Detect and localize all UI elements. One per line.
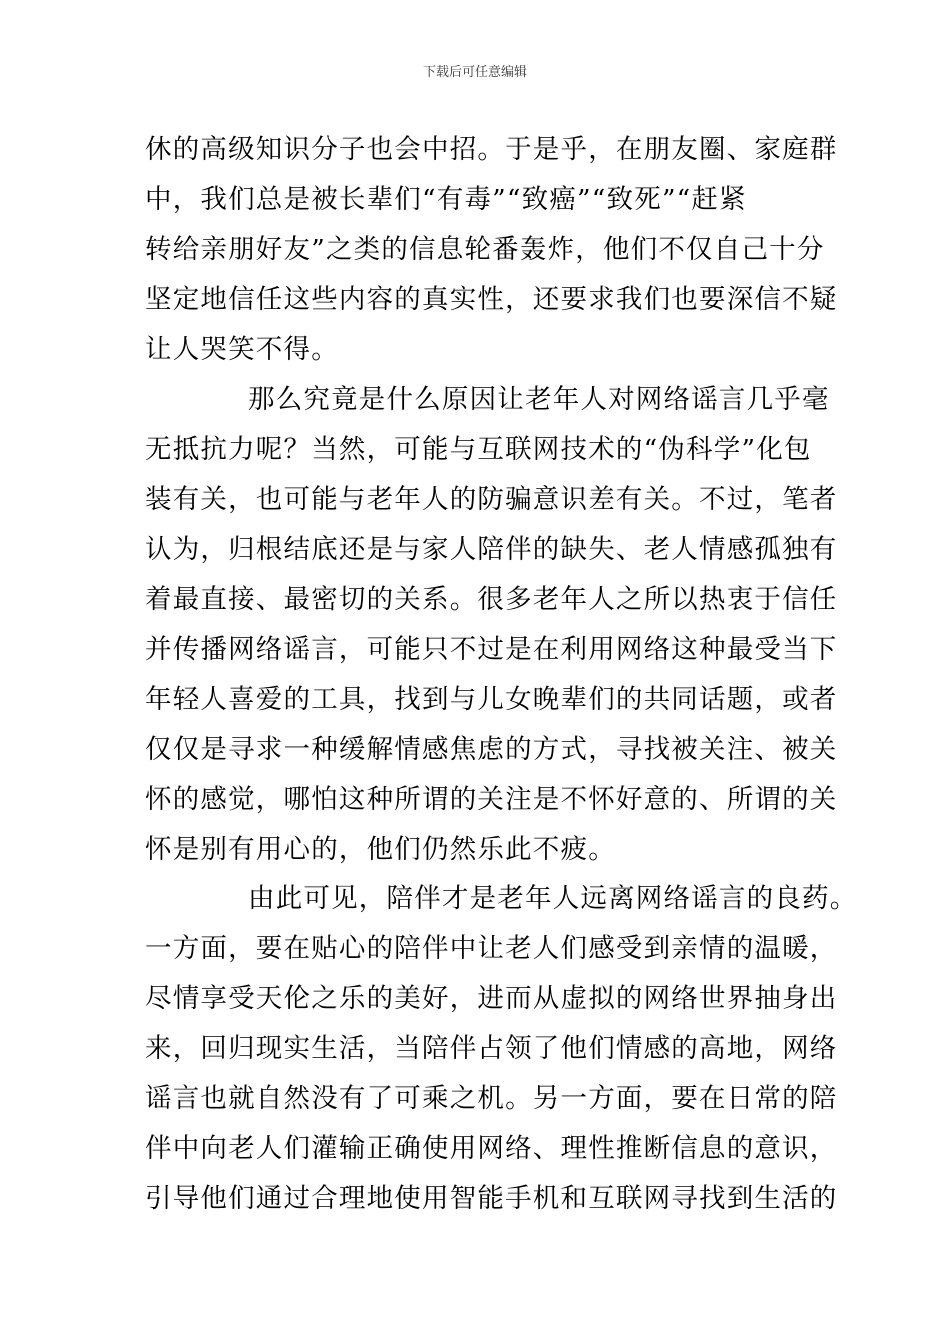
text-line: 休的高级知识分子也会中招。于是乎，在朋友圈、家庭群 — [145, 134, 838, 165]
text-line: 坚定地信任这些内容的真实性，还要求我们也要深信不疑 — [145, 284, 838, 315]
text-line: 中，我们总是被长辈们“有毒”“致癌”“致死”“赶紧 — [145, 184, 747, 215]
page-header: 下载后可任意编辑 — [422, 65, 527, 80]
text-line: 谣言也就自然没有了可乘之机。另一方面，要在日常的陪 — [145, 1083, 838, 1114]
text-line: 怀的感觉，哪怕这种所谓的关注是不怀好意的、所谓的关 — [145, 784, 838, 815]
text-line: 着最直接、最密切的关系。很多老年人之所以热衷于信任 — [145, 584, 838, 615]
paragraph-first-line: 那么究竟是什么原因让老年人对网络谣言几乎毫 — [248, 384, 830, 415]
text-line: 怀是别有用心的，他们仍然乐此不疲。 — [145, 834, 616, 865]
text-line: 无抵抗力呢？当然，可能与互联网技术的“伪科学”化包 — [145, 434, 812, 465]
text-line: 尽情享受天伦之乐的美好，进而从虚拟的网络世界抽身出 — [145, 983, 838, 1014]
text-line: 来，回归现实生活，当陪伴占领了他们情感的高地，网络 — [145, 1033, 838, 1064]
text-line: 装有关，也可能与老年人的防骗意识差有关。不过，笔者 — [145, 484, 838, 515]
text-line: 伴中向老人们灌输正确使用网络、理性推断信息的意识， — [145, 1133, 838, 1164]
text-line: 并传播网络谣言，可能只不过是在利用网络这种最受当下 — [145, 634, 838, 665]
text-line: 仅仅是寻求一种缓解情感焦虑的方式，寻找被关注、被关 — [145, 734, 838, 765]
text-line: 一方面，要在贴心的陪伴中让老人们感受到亲情的温暖， — [145, 933, 838, 964]
text-line: 认为，归根结底还是与家人陪伴的缺失、老人情感孤独有 — [145, 534, 838, 565]
text-line: 转给亲朋好友”之类的信息轮番轰炸，他们不仅自己十分 — [145, 234, 825, 265]
paragraph-first-line: 由此可见，陪伴才是老年人远离网络谣言的良药。 — [248, 883, 858, 914]
text-line: 让人哭笑不得。 — [145, 334, 339, 365]
text-line: 年轻人喜爱的工具，找到与儿女晚辈们的共同话题，或者 — [145, 684, 838, 715]
text-line: 引导他们通过合理地使用智能手机和互联网寻找到生活的 — [145, 1183, 838, 1214]
